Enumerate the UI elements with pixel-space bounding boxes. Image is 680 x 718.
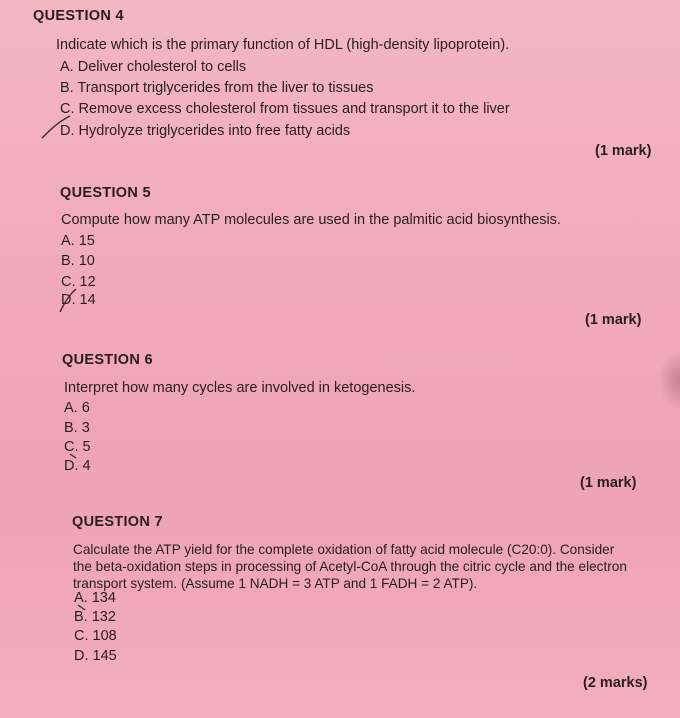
question-6-option-c[interactable]: C. 5 [64,439,91,455]
question-7-stem-line-2: the beta-oxidation steps in processing of Acetyl-CoA through the citric cycle and the electron [73,559,627,574]
question-6-marks: (1 mark) [580,475,637,491]
question-6-option-d[interactable]: D. 4 [64,458,91,474]
question-6-stem: Interpret how many cycles are involved in ketogenesis. [64,380,416,396]
question-5-option-a[interactable]: A. 15 [61,233,95,249]
question-7-heading: QUESTION 7 [72,514,163,530]
question-5-option-b[interactable]: B. 10 [61,253,95,269]
question-5-heading: QUESTION 5 [60,185,151,201]
question-4-option-b[interactable]: B. Transport triglycerides from the liver to tissues [60,80,374,96]
question-7-option-c[interactable]: C. 108 [74,628,117,644]
question-7-stem [73,541,627,592]
question-7-stem-line-1: Calculate the ATP yield for the complete oxidation of fatty acid molecule (C20:0). Consider [73,542,615,557]
question-4-option-a[interactable]: A. Deliver cholesterol to cells [60,59,247,75]
question-5-option-d[interactable]: D. 14 [61,292,96,308]
question-7-option-b[interactable]: B. 132 [74,609,116,625]
question-7-option-a[interactable]: A. 134 [74,590,116,606]
question-7-stem-line-3: transport system. (Assume 1 NADH = 3 ATP and 1 FADH = 2 ATP). [73,576,478,591]
question-4-stem: Indicate which is the primary function of HDL (high-density lipoprotein). [56,37,510,53]
question-6-option-b[interactable]: B. 3 [64,420,90,436]
question-4-option-d[interactable]: D. Hydrolyze triglycerides into free fatty acids [60,123,351,139]
question-5-option-c[interactable]: C. 12 [61,274,96,290]
question-6-option-a[interactable]: A. 6 [64,400,90,416]
question-7-marks: (2 marks) [583,675,648,691]
question-7-option-d[interactable]: D. 145 [74,648,117,664]
question-4-heading: QUESTION 4 [33,8,124,24]
question-4-marks: (1 mark) [595,143,652,159]
question-6-heading: QUESTION 6 [62,352,153,368]
question-5-marks: (1 mark) [585,312,642,328]
question-5-stem: Compute how many ATP molecules are used in the palmitic acid biosynthesis. [61,212,561,228]
question-4-option-c[interactable]: C. Remove excess cholesterol from tissues and transport it to the liver [60,101,510,117]
page-edge-shadow [658,350,680,410]
